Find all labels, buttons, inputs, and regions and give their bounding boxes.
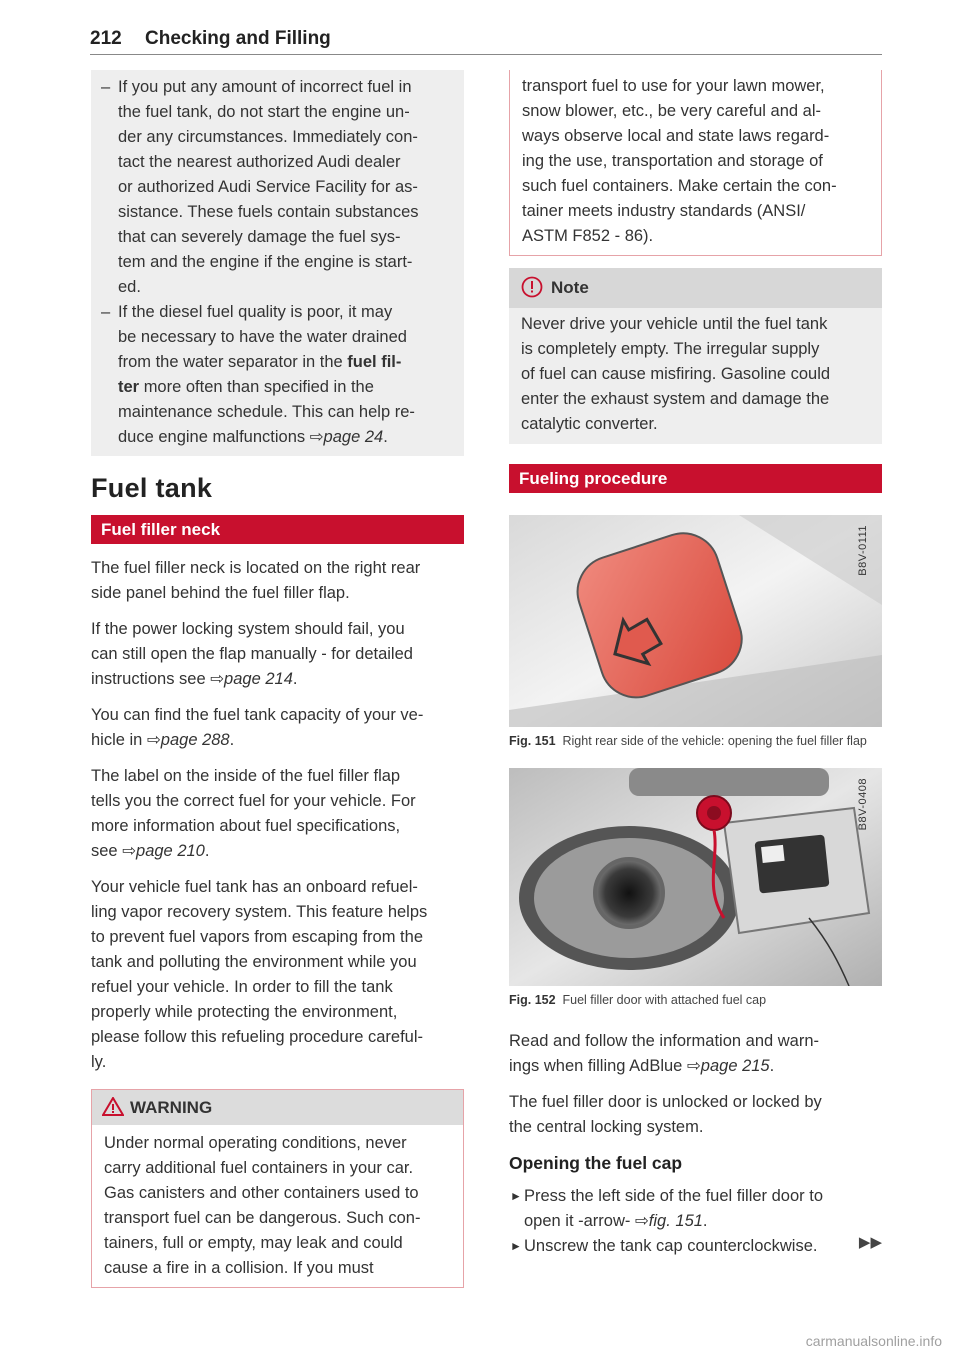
figure-152-caption: Fig. 152 Fuel filler door with attached fuel cap — [509, 986, 882, 1013]
heading-fuel-tank: Fuel tank — [91, 473, 213, 503]
figure-151-image — [509, 515, 882, 727]
note-title: Note — [551, 278, 589, 297]
step-marker-icon: ► — [510, 1189, 522, 1203]
page-210-link[interactable]: ⇨page 210 — [122, 842, 205, 860]
page-288-link[interactable]: ⇨page 288 — [146, 731, 230, 749]
note-header — [509, 268, 882, 308]
paragraph-tank-capacity: You can find the fuel tank capacity of your ve- hicle in ⇨page 288. — [91, 706, 424, 749]
bullet-diesel-quality: – If the diesel fuel quality is poor, it may be necessary to have the water drained from the water separator in the fuel fil- ter more often than specified in the maintenance schedule. This can help re- duce engine malfunctions ⇨page 24. — [101, 303, 415, 446]
warning-continuation: transport fuel to use for your lawn mower, snow blower, etc., be very careful and al- ways observe local and state laws regard- ing the use, transportation and storage of such fuel containers. Make certain the con- tainer meets industry standards (ANSI/ ASTM F852 - 86). — [509, 70, 882, 256]
step-unscrew-cap: ► Unscrew the tank cap counterclockwise. ▶▶ — [509, 1234, 882, 1259]
figure-152 — [509, 768, 882, 1013]
warning-title: WARNING — [130, 1098, 213, 1117]
fig-151-link[interactable]: ⇨fig. 151 — [634, 1212, 703, 1230]
paragraph-vapor-recovery: Your vehicle fuel tank has an onboard refuel- ling vapor recovery system. This feature helps to prevent fuel vapors from escaping from the tank and polluting the environment while you refuel your vehicle. In order to fill the tank properly while protecting the environment, please follow this refueling procedure careful- ly. — [91, 878, 428, 1071]
left-column — [91, 70, 464, 1288]
step-press-door: ► Press the left side of the fuel filler door to open it -arrow- ⇨fig. 151. — [509, 1184, 882, 1234]
fuel-warning-continuation — [91, 70, 464, 456]
warning-body: Under normal operating conditions, never carry additional fuel containers in your car. Gas canisters and other containers used to transport fuel can be dangerous. Such con- tainers, full or empty, may leak and could cause a fire in a collision. If you must — [104, 1134, 421, 1277]
step-marker-icon: ► — [510, 1239, 522, 1253]
note-box — [509, 268, 882, 444]
watermark: carmanualsonline.info — [805, 1333, 942, 1349]
fuel-cap-illustration — [509, 768, 882, 986]
heading-opening-fuel-cap: Opening the fuel cap — [509, 1153, 683, 1173]
figure-151-caption: Fig. 151 Right rear side of the vehicle: opening the fuel filler flap — [509, 727, 882, 754]
continue-arrow-icon: ▶▶ — [858, 1234, 882, 1251]
page-header — [90, 26, 882, 55]
figure-152-code: B8V-0408 — [857, 778, 869, 831]
info-circle-icon — [521, 276, 543, 298]
note-body: Never drive your vehicle until the fuel tank is completely empty. The irregular supply of fuel can cause misfiring. Gasoline could enter the exhaust system and damage the catalytic converter. — [521, 315, 831, 433]
page-215-link[interactable]: ⇨page 215 — [686, 1057, 770, 1075]
section-title: Checking and Filling — [145, 28, 331, 49]
figure-151 — [509, 515, 882, 754]
subheading-fueling-procedure: Fueling procedure — [509, 464, 882, 493]
paragraph-filler-location: The fuel filler neck is located on the right rear side panel behind the fuel filler flap. — [91, 559, 421, 602]
subheading-fuel-filler-neck: Fuel filler neck — [91, 515, 464, 544]
paragraph-adblue: Read and follow the information and warn- ings when filling AdBlue ⇨page 215. — [509, 1032, 820, 1075]
warning-triangle-icon — [102, 1097, 124, 1116]
warning-box — [91, 1089, 464, 1288]
paragraph-power-locking: If the power locking system should fail, you can still open the flap manually - for detailed instructions see ⇨page 214. — [91, 620, 413, 688]
figure-151-code: B8V-0111 — [857, 525, 869, 576]
page-number: 212 — [90, 28, 122, 49]
right-column — [509, 70, 882, 1259]
figure-152-image — [509, 768, 882, 986]
warning-header — [92, 1090, 463, 1125]
page-24-link[interactable]: ⇨page 24 — [309, 428, 384, 446]
paragraph-fuel-label: The label on the inside of the fuel filler flap tells you the correct fuel for your vehicle. For more information about fuel specifications, see ⇨page 210. — [91, 767, 416, 860]
paragraph-central-locking: The fuel filler door is unlocked or locked by the central locking system. — [509, 1093, 822, 1136]
fuel-filler-flap-illustration — [509, 515, 882, 727]
page-214-link[interactable]: ⇨page 214 — [210, 670, 293, 688]
bullet-incorrect-fuel: – If you put any amount of incorrect fuel in the fuel tank, do not start the engine un- der any circumstances. Immediately con- tact the nearest authorized Audi dealer or authorized Audi Service Facility for as- sistance. These fuels contain substances that can severely damage the fuel sys- tem and the engine if the engine is start- ed. — [101, 78, 419, 296]
